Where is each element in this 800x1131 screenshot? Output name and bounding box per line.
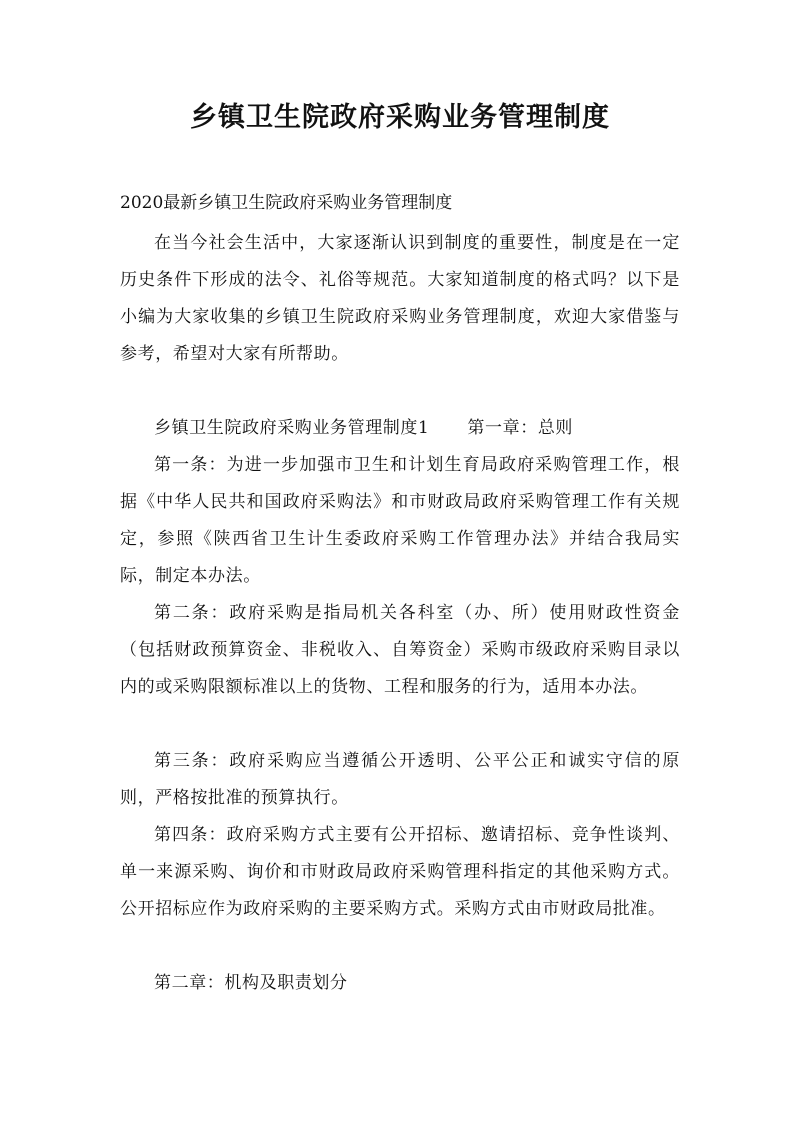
document-title: 乡镇卫生院政府采购业务管理制度 (190, 102, 610, 133)
article-3-paragraph: 第三条：政府采购应当遵循公开透明、公平公正和诚实守信的原则，严格按批准的预算执行。 (120, 751, 680, 808)
section-heading-line (120, 410, 680, 447)
article-1-paragraph: 第一条：为进一步加强市卫生和计划生育局政府采购管理工作，根据《中华人民共和国政府采购法》和市财政局政府采购管理工作有关规定，参照《陕西省卫生计生委政府采购工作管理办法》并结合我局实际，制定本办法。 (120, 455, 680, 586)
article-4-paragraph: 第四条：政府采购方式主要有公开招标、邀请招标、竞争性谈判、单一来源采购、询价和市财政局政府采购管理科指定的其他采购方式。公开招标应作为政府采购的主要采购方式。采购方式由市财政局批准。 (120, 825, 680, 919)
document-subtitle: 2020最新乡镇卫生院政府采购业务管理制度 (120, 193, 453, 213)
article-2-paragraph: 第二条：政府采购是指局机关各科室（办、所）使用财政性资金（包括财政预算资金、非税收入、自筹资金）采购市级政府采购目录以内的或采购限额标准以上的货物、工程和服务的行为，适用本办法。 (120, 603, 680, 697)
section-heading: 乡镇卫生院政府采购业务管理制度1 (154, 418, 430, 438)
intro-paragraph: 在当今社会生活中，大家逐渐认识到制度的重要性，制度是在一定历史条件下形成的法令、礼俗等规范。大家知道制度的格式吗？以下是小编为大家收集的乡镇卫生院政府采购业务管理制度，欢迎大家借鉴与参考，希望对大家有所帮助。 (120, 233, 680, 364)
chapter-2-heading: 第二章：机构及职责划分 (154, 973, 348, 993)
chapter-1-heading: 第一章：总则 (467, 418, 574, 438)
